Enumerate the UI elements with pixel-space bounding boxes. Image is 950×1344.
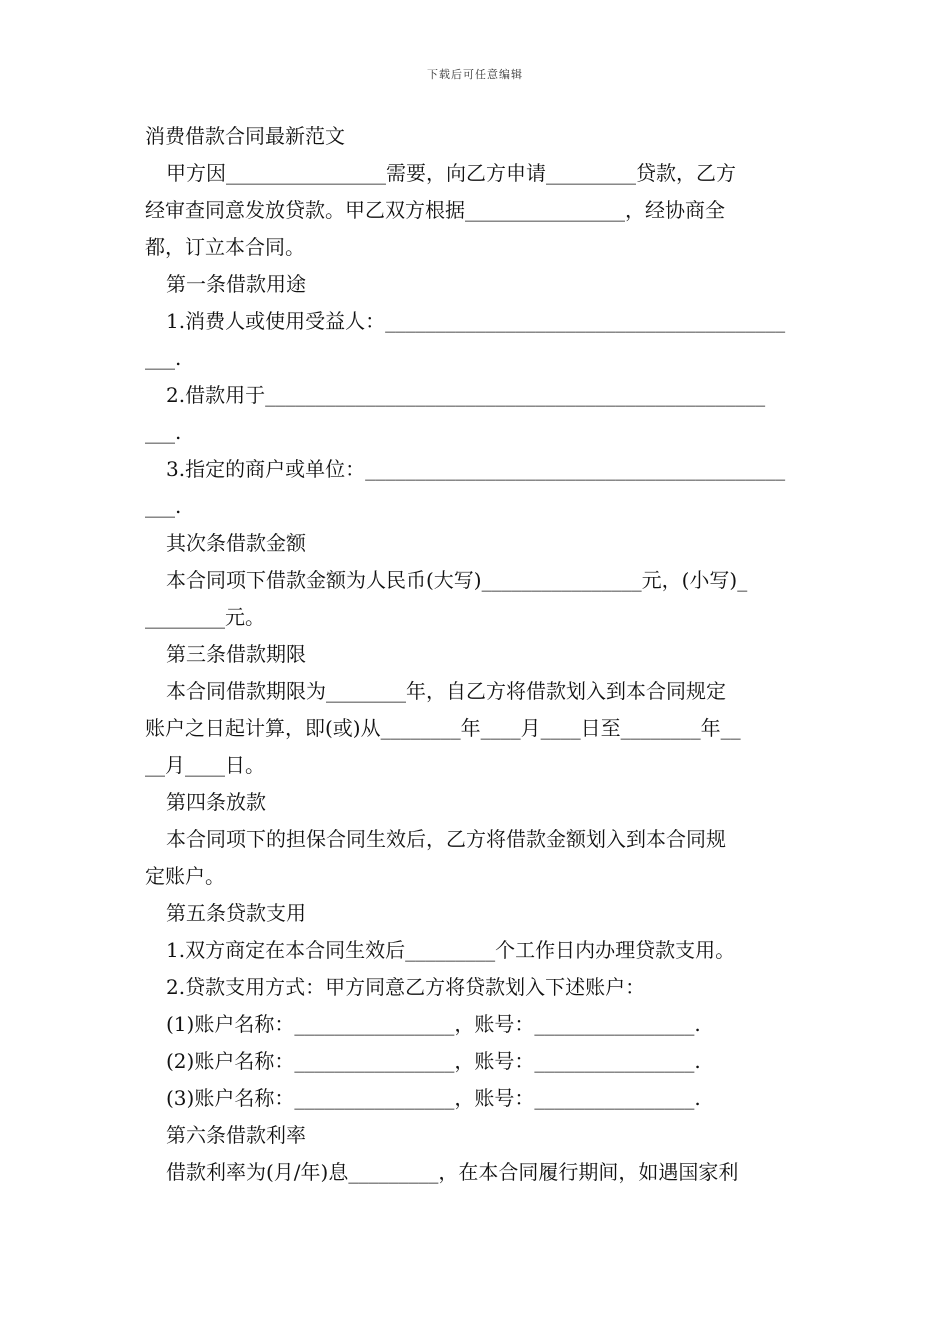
- paragraph-lines: [145, 155, 807, 1191]
- text-line: ___.: [145, 420, 182, 444]
- text-line: 第一条借款用途: [166, 272, 306, 296]
- text-line: 第五条贷款支用: [166, 901, 306, 925]
- text-line: ________元。: [145, 605, 265, 629]
- text-line: (1)账户名称：________________，账号：________________.: [166, 1012, 701, 1036]
- text-line: 1.消费人或使用受益人：________________________________________: [166, 309, 786, 333]
- text-line: 本合同项下的担保合同生效后，乙方将借款金额划入到本合同规: [166, 827, 726, 851]
- text-line: 3.指定的商户或单位：__________________________________________: [166, 457, 786, 481]
- text-line: 2.贷款支用方式：甲方同意乙方将贷款划入下述账户：: [166, 975, 646, 999]
- document-body: [145, 118, 807, 1191]
- text-line: 经审查同意发放贷款。甲乙双方根据________________，经协商全: [145, 198, 725, 222]
- text-line: ___.: [145, 494, 182, 518]
- text-line: 本合同借款期限为________年，自乙方将借款划入到本合同规定: [166, 679, 726, 703]
- text-line: 账户之日起计算，即(或)从________年____月____日至________年__: [145, 716, 741, 740]
- text-line: __月____日。: [145, 753, 265, 777]
- text-line: (2)账户名称：________________，账号：________________.: [166, 1049, 701, 1073]
- text-line: 甲方因________________需要，向乙方申请_________贷款，乙方: [166, 161, 736, 185]
- text-line: 本合同项下借款金额为人民币(大写)________________元，(小写)_: [166, 568, 748, 592]
- text-line: 借款利率为(月/年)息_________，在本合同履行期间，如遇国家利: [166, 1160, 739, 1184]
- text-line: ___.: [145, 346, 182, 370]
- text-line: 第三条借款期限: [166, 642, 306, 666]
- text-line: 第四条放款: [166, 790, 266, 814]
- text-line: 2.借款用于__________________________________________________: [166, 383, 766, 407]
- text-line: 1.双方商定在本合同生效后_________个工作日内办理贷款支用。: [166, 938, 736, 962]
- text-line: 第六条借款利率: [166, 1123, 306, 1147]
- header-note: 下载后可任意编辑: [427, 68, 523, 81]
- text-line: 其次条借款金额: [166, 531, 306, 555]
- document-title: 消费借款合同最新范文: [145, 124, 345, 148]
- text-line: (3)账户名称：________________，账号：________________.: [166, 1086, 701, 1110]
- text-line: 都，订立本合同。: [145, 235, 305, 259]
- text-line: 定账户。: [145, 864, 225, 888]
